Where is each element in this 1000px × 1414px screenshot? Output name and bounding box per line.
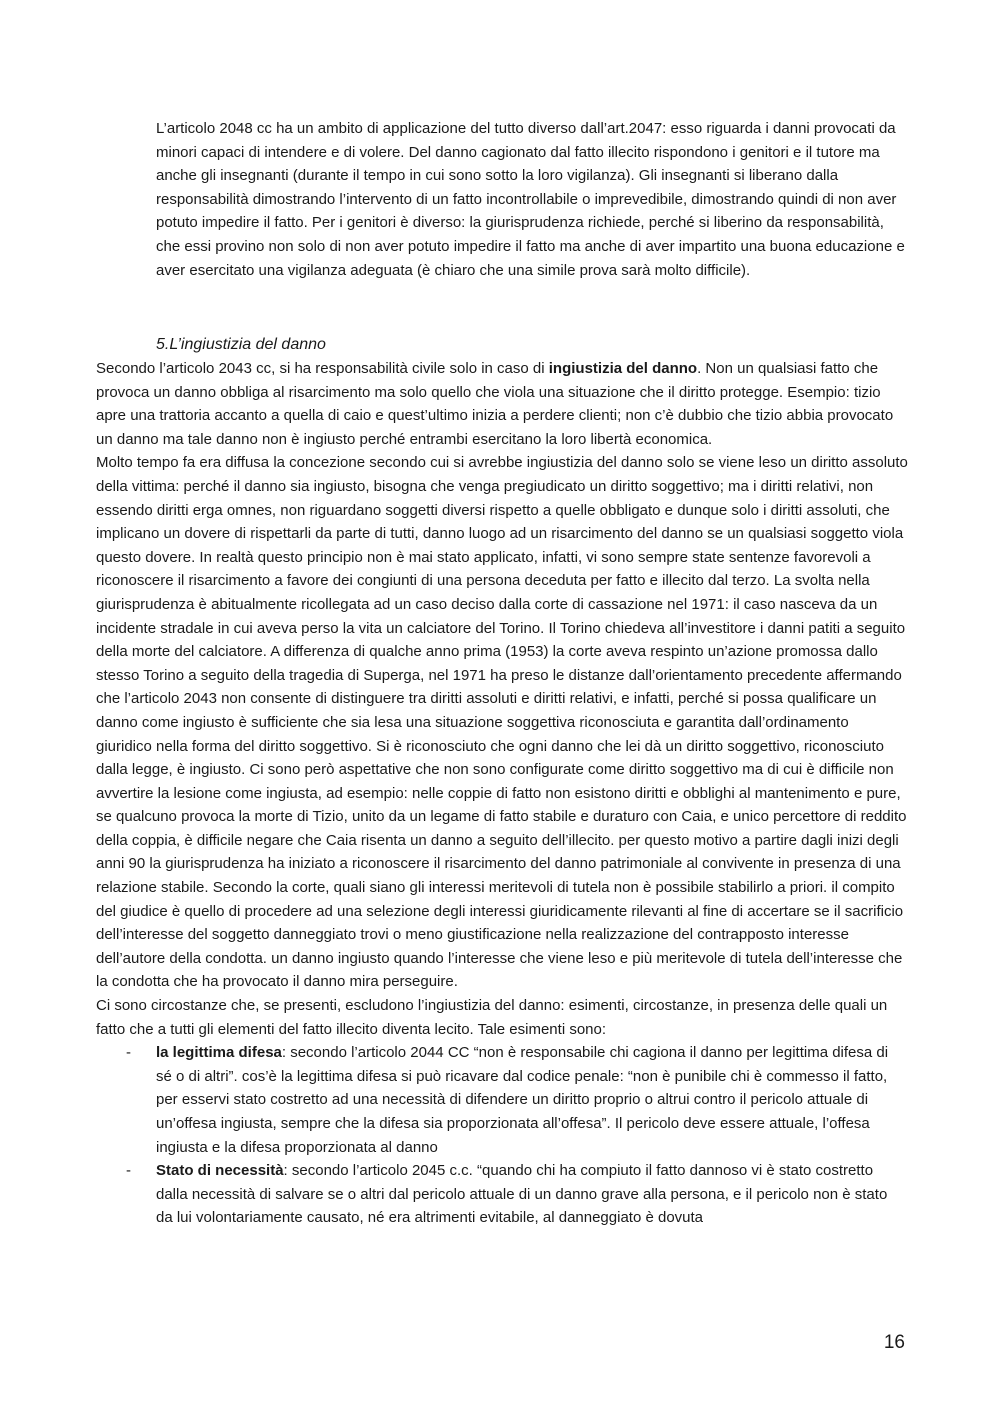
list-item-text: : secondo l’articolo 2044 CC “non è responsabile chi cagiona il danno per legittima difesa di sé o di altri”. cos’è la legittima difesa si può ricavare dal codice penale: “non è punibile chi è commesso il fatto, per esservi stato costretto ad una necessità di difendere un diritto proprio o altrui contro il pericolo attuale di un’offesa ingiusta, sempre che la difesa sia proporzionata all’offesa”. Il pericolo deve essere attuale, l’offesa ingiusta e la difesa proporzionata al danno	[156, 1044, 889, 1156]
list-item	[96, 1041, 908, 1159]
paragraph-text: Secondo l’articolo 2043 cc, si ha responsabilità civile solo in caso di	[96, 360, 549, 377]
section-body	[96, 357, 908, 1230]
list-item-text: : secondo l’articolo 2045 c.c. “quando chi ha compiuto il fatto dannoso vi è stato costretto dalla necessità di salvare se o altri dal pericolo attuale di un danno grave alla persona, e il pericolo non è stato da lui volontariamente causato, né era altrimenti evitabile, al danneggiato è dovuta	[156, 1162, 888, 1227]
intro-paragraph: L’articolo 2048 cc ha un ambito di applicazione del tutto diverso dall’art.2047: esso riguarda i danni provocati da minori capaci di intendere e di volere. Del danno cagionato dal fatto illecito rispondono i genitori e il tutore ma anche gli insegnanti (durante il tempo in cui sono sotto la loro vigilanza). Gli insegnanti si liberano dalla responsabilità dimostrando l’intervento di un fatto incontrollabile o imprevedibile, dimostrando quindi di non aver potuto impedire il fatto. Per i genitori è diverso: la giurisprudenza richiede, perché si liberino da responsabilità, che essi provino non solo di non aver potuto impedire il fatto ma anche di aver impartito una buona educazione e aver esercitato una vigilanza adeguata (è chiaro che una simile prova sarà molto difficile).	[156, 120, 905, 279]
paragraph-text: . Non un qualsiasi fatto che provoca un danno obbliga al risarcimento ma solo quello che viola una situazione che il diritto protegge. Esempio: tizio apre una trattoria accanto a quella di caio e quest’ultimo inizia a perdere clienti; non c’è dubbio che tizio abbia provocato un danno ma tale danno non è ingiusto perché entrambi esercitano la loro libertà economica.	[96, 360, 894, 448]
esimenti-list	[96, 1041, 908, 1230]
list-dash: -	[126, 1044, 131, 1062]
paragraph-esimenti-intro: Ci sono circostanze che, se presenti, escludono l’ingiustizia del danno: esimenti, circostanze, in presenza delle quali un fatto che a tutti gli elementi del fatto illecito diventa lecito. Tale esimenti sono:	[96, 997, 888, 1038]
paragraph-history: Molto tempo fa era diffusa la concezione secondo cui si avrebbe ingiustizia del danno solo se viene leso un diritto assoluto della vittima: perché il danno sia ingiusto, bisogna che venga pregiudicato un diritto soggettivo; ma i diritti relativi, non essendo diritti erga omnes, non riguardano soggetti diversi rispetto a quelle obbligato e dunque solo i diritti assoluti, che implicano un dovere di rispettarli da parte di tutti, danno luogo ad un risarcimento del danno se un qualsiasi soggetto viola questo dovere. In realtà questo principio non è mai stato applicato, infatti, vi sono sempre state sentenze favorevoli a riconoscere il risarcimento a favore dei congiunti di una persona deceduta per fatto e illecito dal terzo. La svolta nella giurisprudenza è abitualmente ricollegata ad un caso deciso dalla corte di cassazione nel 1971: il caso nasceva da un incidente stradale in cui aveva perso la vita un calciatore del Torino. Il Torino chiedeva all’investitore i danni patiti a seguito della morte del calciatore. A differenza di qualche anno prima (1953) la corte aveva respinto un’azione promossa dallo stesso Torino a seguito della tragedia di Superga, nel 1971 ha preso le distanze dall’orientamento precedente affermando che l’articolo 2043 non consente di distinguere tra diritti assoluti e diritti relativi, e infatti, perché si possa qualificare un danno come ingiusto è sufficiente che sia lesa una situazione soggettiva riconosciuta e garantita dall’ordinamento giuridico nella forma del diritto soggettivo. Si è riconosciuto che ogni danno che lei dà un diritto soggettivo, riconosciuto dalla legge, è ingiusto. Ci sono però aspettative che non sono configurate come diritto soggettivo ma di cui è difficile non avvertire la lesione come ingiusta, ad esempio: nelle coppie di fatto non esistono diritti e obblighi al mantenimento e pure, se qualcuno provoca la morte di Tizio, unito da un legame di fatto stabile e duraturo con Caia, e unico percettore di reddito della coppia, è difficile negare che Caia risenta un danno a seguito dell’illecito. per questo motivo a partire dagli inizi degli anni 90 la giurisprudenza ha iniziato a riconoscere il risarcimento del danno patrimoniale al convivente in presenza di una relazione stabile. Secondo la corte, quali siano gli interessi meritevoli di tutela non è possibile stabilirlo a priori. il compito del giudice è quello di procedere ad una selezione degli interessi giuridicamente rilevanti al fine di accertare se il sacrificio dell’interesse del soggetto danneggiato trovi o meno giustificazione nella realizzazione del contrapposto interesse dell’autore della condotta. un danno ingiusto quando l’interesse che viene leso e più meritevole di tutela dell’interesse che la condotta che ha provocato il danno mira perseguire.	[96, 454, 908, 991]
list-item	[96, 1159, 908, 1230]
paragraph-ingiustizia-definition	[96, 357, 908, 451]
section-heading: 5.L’ingiustizia del danno	[156, 336, 326, 353]
list-dash: -	[126, 1162, 131, 1180]
list-item-term: la legittima difesa	[156, 1044, 282, 1062]
list-item-term: Stato di necessità	[156, 1162, 284, 1180]
bold-term: ingiustizia del danno	[548, 360, 698, 377]
page-number: 16	[883, 1332, 905, 1353]
